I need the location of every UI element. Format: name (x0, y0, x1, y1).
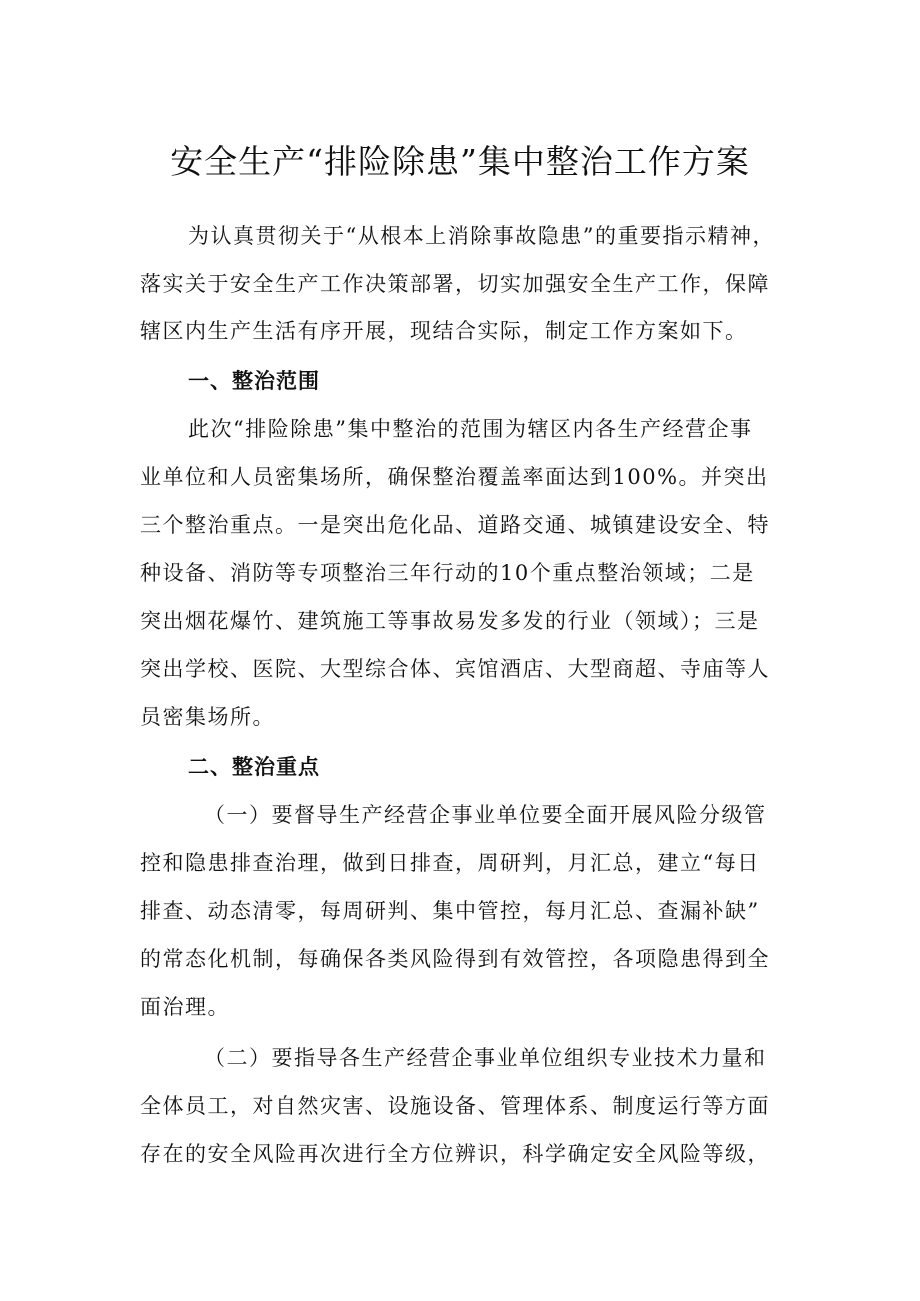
section2-item1-line-3: 排查、动态清零，每周研判、集中管控，每月汇总、查漏补缺” (140, 899, 760, 923)
section2-item2-line-3: 存在的安全风险再次进行全方位辨识，科学确定安全风险等级， (140, 1142, 770, 1166)
section1-line-6: 突出学校、医院、大型综合体、宾馆酒店、大型商超、寺庙等人 (140, 657, 770, 681)
section2-item1-line-5: 面治理。 (140, 995, 230, 1019)
intro-line-3: 辖区内生产生活有序开展，现结合实际，制定工作方案如下。 (140, 319, 748, 343)
section1-line-2: 业单位和人员密集场所，确保整治覆盖率面达到100%。并突出 (140, 465, 769, 489)
document-title: 安全生产“排险除患”集中整治工作方案 (170, 142, 750, 181)
section2-item1-line-1: （一）要督导生产经营企事业单位要全面开展风险分级管 (204, 803, 767, 827)
section1-heading: 一、整治范围 (188, 368, 320, 393)
section1-line-7: 员密集场所。 (140, 705, 275, 729)
section2-item2-line-2: 全体员工，对自然灾害、设施设备、管理体系、制度运行等方面 (140, 1094, 770, 1118)
section1-line-3: 三个整治重点。一是突出危化品、道路交通、城镇建设安全、特 (140, 513, 770, 537)
section2-item1-line-2: 控和隐患排查治理，做到日排查，周研判，月汇总，建立“每日 (140, 851, 760, 875)
section1-line-5: 突出烟花爆竹、建筑施工等事故易发多发的行业（领域）；三是 (140, 609, 760, 633)
intro-line-1: 为认真贯彻关于“从根本上消除事故隐患”的重要指示精神， (188, 224, 775, 248)
section1-line-1: 此次“排险除患”集中整治的范围为辖区内各生产经营企事 (188, 417, 753, 441)
intro-line-2: 落实关于安全生产工作决策部署，切实加强安全生产工作，保障 (140, 272, 770, 296)
section2-heading: 二、整治重点 (188, 754, 320, 779)
section1-line-4: 种设备、消防等专项整治三年行动的10个重点整治领域；二是 (140, 561, 755, 585)
section2-item1-line-4: 的常态化机制，每确保各类风险得到有效管控，各项隐患得到全 (140, 947, 770, 971)
section2-item2-line-1: （二）要指导各生产经营企事业单位组织专业技术力量和 (204, 1046, 767, 1070)
